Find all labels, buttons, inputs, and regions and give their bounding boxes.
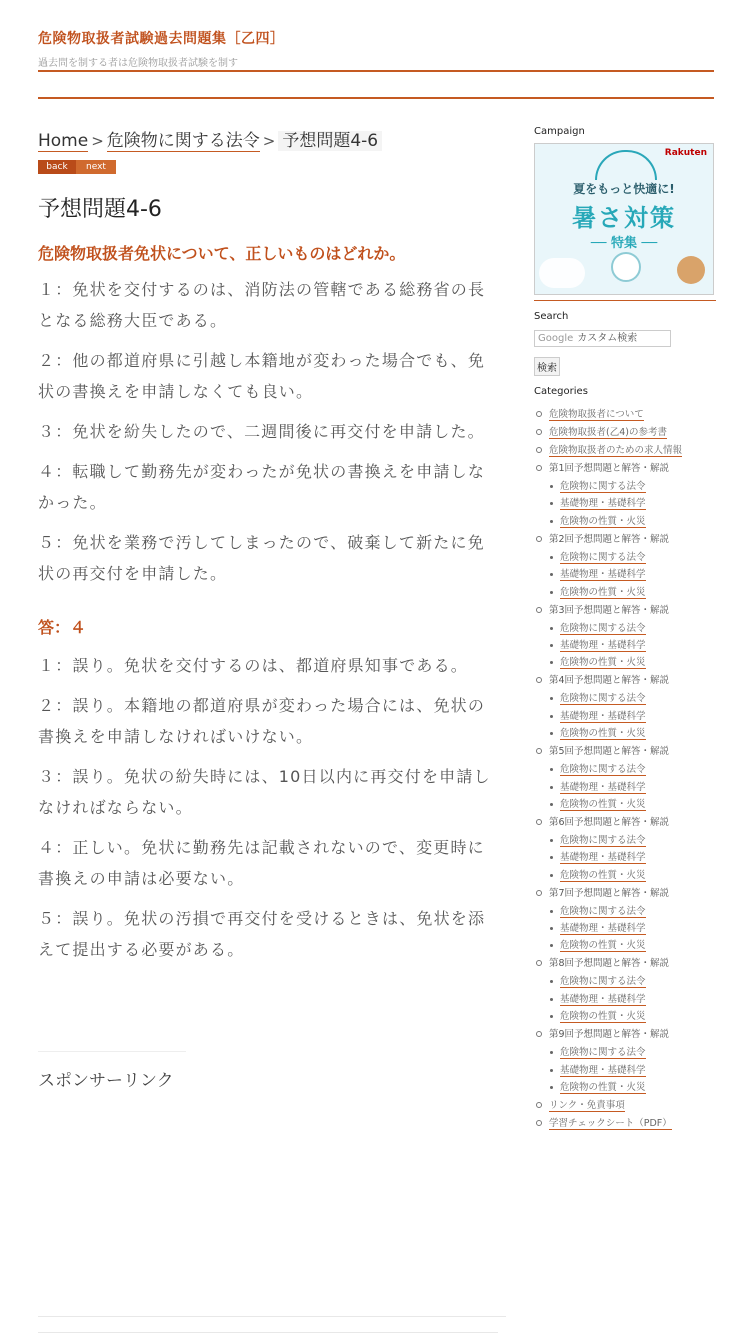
list-item [549, 762, 716, 777]
breadcrumb-separator: > [91, 132, 104, 150]
group-label: 第4回予想問題と解答・解説 [549, 675, 670, 687]
group-label: 第6回予想問題と解答・解説 [549, 816, 670, 828]
list-item [549, 992, 716, 1007]
sub-category-link[interactable]: 危険物の性質・火災 [560, 940, 646, 952]
search-placeholder: カスタム検索 [577, 333, 638, 344]
banner-feature: ── 特集 ── [590, 236, 658, 251]
group-label: 第1回予想問題と解答・解説 [549, 463, 670, 474]
sub-category-link[interactable]: 危険物に関する法令 [560, 834, 646, 846]
choice-item: １：免状を交付するのは、消防法の管轄である総務省の長となる総務大臣である。 [38, 280, 486, 330]
group-label: 第5回予想問題と解答・解説 [549, 746, 670, 758]
group-label: 第9回予想問題と解答・解説 [549, 1029, 670, 1041]
list-item [549, 496, 716, 511]
list-item [549, 638, 716, 653]
list-item [549, 709, 716, 724]
sub-category-link[interactable]: 基礎物理・基礎科学 [560, 498, 646, 510]
group-label: 第2回予想問題と解答・解説 [549, 533, 670, 545]
sub-category-link[interactable]: 危険物の性質・火災 [560, 1082, 646, 1094]
header-divider [38, 70, 714, 72]
sponsor-divider [38, 1051, 186, 1052]
pillow-image [539, 258, 585, 288]
footer-divider [38, 1316, 506, 1317]
breadcrumb-home[interactable]: Home [38, 131, 89, 151]
question-text: 危険物取扱者免状について、正しいものはどれか。 [38, 244, 406, 263]
choice-item: ４：転職して勤務先が変わったが免状の書換えを申請しなかった。 [38, 462, 486, 512]
sub-category-link[interactable]: 危険物の性質・火災 [560, 515, 646, 527]
list-item [549, 1045, 716, 1060]
sub-category-link[interactable]: 危険物の性質・火災 [560, 798, 646, 810]
list-item [549, 567, 716, 582]
list-item [534, 1098, 716, 1113]
explanation-item: ２：誤り。本籍地の都道府県が変わった場合には、免状の書換えを申請しなければいけない。 [38, 696, 486, 746]
banner-subtitle: 夏をもっと快適に! [573, 182, 675, 196]
group-label: 第3回予想問題と解答・解説 [549, 604, 670, 616]
sub-category-link[interactable]: 基礎物理・基礎科学 [560, 639, 646, 651]
search-button[interactable]: 検索 [534, 357, 560, 376]
sub-list [549, 762, 716, 812]
sub-category-link[interactable]: 危険物に関する法令 [560, 976, 646, 988]
list-item [549, 550, 716, 565]
checksheet-pdf-link[interactable]: 学習チェックシート（PDF） [549, 1118, 672, 1130]
list-item [534, 1116, 716, 1131]
category-link[interactable]: 危険物取扱者のための求人情報 [549, 445, 683, 456]
sub-category-link[interactable]: 基礎物理・基礎科学 [560, 781, 646, 793]
list-item [549, 514, 716, 529]
choice-item: ２：他の都道府県に引越し本籍地が変わった場合でも、免状の書換えを申請しなくても良い。 [38, 351, 486, 401]
list-item [534, 443, 716, 458]
next-button[interactable]: next [76, 160, 116, 174]
widget-divider [534, 300, 716, 301]
sub-category-link[interactable]: 危険物に関する法令 [560, 764, 646, 776]
sub-category-link[interactable]: 危険物の性質・火災 [560, 586, 646, 598]
list-item [534, 425, 716, 440]
sub-category-link[interactable]: 基礎物理・基礎科学 [560, 1064, 646, 1076]
list-item [549, 1009, 716, 1024]
sub-list [549, 833, 716, 883]
list-item [549, 938, 716, 953]
sub-category-link[interactable]: 危険物の性質・火災 [560, 728, 646, 740]
sponsor-label: スポンサーリンク [38, 1071, 174, 1091]
explanation-item: １：誤り。免状を交付するのは、都道府県知事である。 [38, 656, 469, 675]
list-item [549, 904, 716, 919]
sidebar [534, 126, 716, 1134]
sub-category-link[interactable]: 危険物に関する法令 [560, 905, 646, 917]
list-item [549, 1063, 716, 1078]
rakuten-logo: Rakuten [664, 148, 707, 158]
category-link[interactable]: 危険物取扱者(乙4)の参考書 [549, 427, 667, 438]
sub-category-link[interactable]: 基礎物理・基礎科学 [560, 852, 646, 864]
sun-icon [595, 150, 657, 180]
category-group [534, 603, 716, 671]
explanations-list [38, 650, 498, 965]
main-content [38, 126, 498, 1091]
category-group [534, 532, 716, 600]
category-group [534, 1027, 716, 1095]
sub-category-link[interactable]: 基礎物理・基礎科学 [560, 710, 646, 722]
list-item [549, 691, 716, 706]
breadcrumb-category[interactable]: 危険物に関する法令 [106, 131, 260, 151]
choice-item: ３：免状を紛失したので、二週間後に再交付を申請した。 [38, 422, 485, 441]
sub-category-link[interactable]: 危険物に関する法令 [560, 481, 646, 492]
list-item [549, 780, 716, 795]
list-item [534, 407, 716, 422]
sub-list [549, 621, 716, 671]
list-item [549, 974, 716, 989]
sub-category-link[interactable]: 危険物に関する法令 [560, 622, 646, 634]
footer-divider [38, 1332, 498, 1333]
campaign-banner[interactable] [534, 143, 714, 295]
site-tagline: 過去問を制する者は危険物取扱者試験を制す [38, 58, 238, 69]
explanation-item: ４：正しい。免状に勤務先は記載されないので、変更時に書換えの申請は必要ない。 [38, 838, 485, 888]
sub-list [549, 479, 716, 529]
list-item [549, 1080, 716, 1095]
explanation-item: ３：誤り。免状の紛失時には、10日以内に再交付を申請しなければならない。 [38, 767, 491, 817]
page-title: 予想問題4-6 [38, 197, 162, 222]
category-group [534, 815, 716, 883]
google-logo: Google [538, 333, 574, 344]
sub-category-link[interactable]: 危険物に関する法令 [560, 551, 646, 563]
list-item [549, 833, 716, 848]
explanation-item: ５：誤り。免状の汚損で再交付を受けるときは、免状を添えて提出する必要がある。 [38, 909, 486, 959]
choices-list [38, 274, 498, 589]
breadcrumb [38, 126, 498, 151]
sub-list [549, 974, 716, 1024]
list-item [549, 621, 716, 636]
categories-title: Categories [534, 386, 588, 397]
search-input[interactable] [534, 330, 671, 347]
category-group [534, 461, 716, 529]
categories-list [534, 407, 716, 1131]
category-group [534, 886, 716, 954]
group-label: 第8回予想問題と解答・解説 [549, 958, 670, 970]
choice-item: ５：免状を業務で汚してしまったので、破棄して新たに免状の再交付を申請した。 [38, 533, 485, 583]
list-item [549, 850, 716, 865]
list-item [549, 868, 716, 883]
links-disclaimer-link[interactable]: リンク・免責事項 [549, 1100, 625, 1112]
sub-category-link[interactable]: 危険物の性質・火災 [560, 869, 646, 881]
breadcrumb-separator: > [262, 132, 276, 150]
breadcrumb-current: 予想問題4-6 [278, 131, 382, 151]
search-title: Search [534, 311, 569, 322]
site-header [38, 24, 714, 69]
sub-list [549, 904, 716, 954]
bear-icon [611, 252, 641, 282]
list-item [549, 655, 716, 670]
list-item [549, 797, 716, 812]
site-title[interactable]: 危険物取扱者試験過去問題集［乙四］ [38, 31, 285, 47]
answer-text: 答：４ [38, 618, 87, 637]
sub-category-link[interactable]: 基礎物理・基礎科学 [560, 923, 646, 935]
dog-image [677, 256, 705, 284]
nav-divider [38, 97, 714, 99]
list-item [549, 479, 716, 494]
sub-category-link[interactable]: 危険物に関する法令 [560, 1047, 646, 1059]
pager [38, 160, 498, 174]
sub-list [549, 691, 716, 741]
sub-list [549, 550, 716, 600]
category-group [534, 673, 716, 741]
category-group [534, 744, 716, 812]
group-label: 第7回予想問題と解答・解説 [549, 887, 670, 899]
category-link[interactable]: 危険物取扱者について [549, 409, 644, 420]
sub-category-link[interactable]: 危険物に関する法令 [560, 693, 646, 705]
category-group [534, 956, 716, 1024]
sub-category-link[interactable]: 危険物の性質・火災 [560, 1011, 646, 1023]
campaign-title: Campaign [534, 126, 585, 137]
list-item [549, 726, 716, 741]
sub-list [549, 1045, 716, 1095]
sub-category-link[interactable]: 基礎物理・基礎科学 [560, 993, 646, 1005]
sub-category-link[interactable]: 危険物の性質・火災 [560, 657, 646, 669]
list-item [549, 585, 716, 600]
back-button[interactable]: back [38, 160, 76, 174]
sub-category-link[interactable]: 基礎物理・基礎科学 [560, 569, 646, 581]
list-item [549, 921, 716, 936]
banner-heading: 暑さ対策 [572, 204, 676, 232]
